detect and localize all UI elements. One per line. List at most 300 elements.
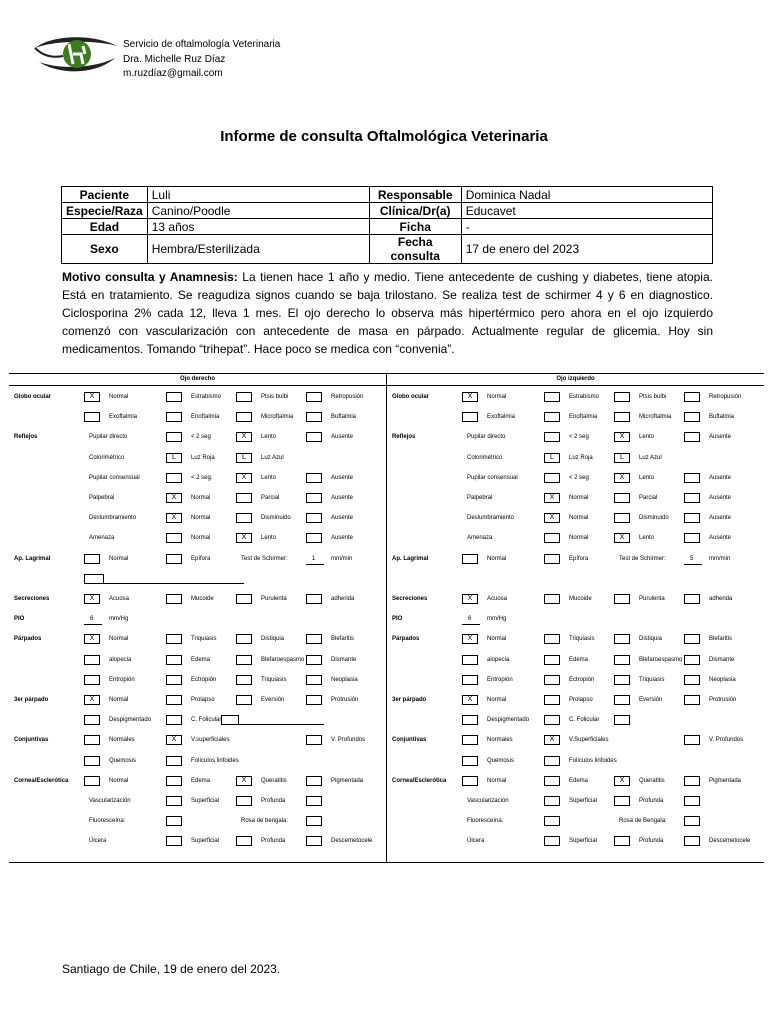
option-label: adherida [709,596,733,602]
checkbox[interactable] [544,675,560,685]
item-label: Rosa de Bengala: [619,818,667,825]
checkbox[interactable]: X [236,432,252,442]
option-label: Ausente [331,495,354,501]
checkbox[interactable] [236,675,252,685]
checkbox[interactable] [684,655,700,665]
row-label: Conjuntivas [14,737,49,744]
option-label: Normal [487,636,507,643]
checkbox[interactable] [236,594,252,604]
checkbox[interactable]: L [544,453,560,463]
signature-date: Santiago de Chile, 19 de enero del 2023. [62,962,281,976]
info-value: Dominica Nadal [461,187,712,203]
checkbox[interactable]: L [166,453,182,463]
checkbox[interactable] [306,796,322,806]
service-name: Servicio de oftalmología Veterinaria [123,39,281,50]
checkbox[interactable] [84,554,100,564]
row-label: Globo ocular [392,394,430,400]
page-title: Informe de consulta Oftalmológica Veterinaria [220,128,548,145]
option-label: Normal [487,697,507,703]
info-label: Paciente [62,187,148,203]
item-label: Pupilar consensual [89,474,140,481]
checkbox[interactable]: X [462,634,478,644]
option-label: Despigmentado [487,717,530,724]
measurement-unit: mm/min [709,555,731,562]
row-label: PIO [392,616,403,623]
anamnesis-text: La tienen hace 1 año y medio. Tiene antecedente de cushing y diabetes, tiene atopia. Está en tratamiento. Se reagudiza signos cuando se baja trilostano. Se realiza test de schirmer 4 y 6 en diagnostico. Ciclosporina 2% cada 12, lleva 1 mes. El ojo derecho lo observa más hipertérmico pero ahora en el ojo izquierdo comenzó con vascularización con antecedente de masa en párpado. Actualmente regular de glicemia. Hoy sin medicamentos. Tomando “trihepat”. Hace poco se medica con “convenia”. [62,270,713,356]
checkbox[interactable] [614,412,630,422]
measurement-value: 5 [690,555,694,562]
clinic-logo [33,32,119,78]
row-label: Reflejos [14,434,38,441]
checkbox[interactable] [684,796,700,806]
option-label: Despigmentado [109,717,152,724]
checkbox[interactable]: X [614,432,630,442]
checkbox[interactable]: X [462,594,478,604]
option-label: Purulenta [261,596,287,602]
option-label: Luz Roja [191,454,215,461]
checkbox[interactable] [306,594,322,604]
right-eye-header: Ojo derecho [179,376,215,382]
row-label: 3er párpado [392,697,427,703]
checkbox[interactable] [544,816,560,826]
checkbox[interactable] [544,392,560,402]
option-label: Prolapso [569,697,593,703]
option-label: Buftalmia [709,414,735,421]
item-label: Test de Schirmer: [241,555,288,562]
checkbox[interactable] [166,655,182,665]
option-label: < 2 seg [569,434,589,441]
row-label: Secreciones [14,596,50,602]
measurement-value: 6 [468,616,472,623]
checkbox[interactable] [684,392,700,402]
checkbox[interactable] [166,756,182,766]
item-label: Pupilar consensual [467,474,518,481]
option-label: Ausente [709,535,732,542]
value-underline [684,564,702,565]
item-label: Pupilar directo [467,434,506,441]
option-label: Ausente [709,434,732,441]
checkbox[interactable] [236,655,252,665]
checkbox[interactable]: X [84,594,100,604]
checkbox[interactable]: X [544,735,560,745]
option-label: Edema [191,777,211,784]
checkbox[interactable]: X [544,493,560,503]
info-value: Educavet [461,203,712,219]
option-label: Buftalmia [331,414,357,421]
option-label: Estrabismo [569,394,600,400]
option-label: Normales [109,737,135,744]
option-label: V. Profundos [331,737,366,744]
option-label: V.superficiales [191,737,230,744]
option-label: Protrusión [331,697,359,703]
option-label: Ausente [331,515,354,522]
checkbox[interactable] [462,756,478,766]
option-label: Superficial [569,838,598,845]
option-label: Dismante [331,656,357,663]
checkbox[interactable] [614,392,630,402]
checkbox[interactable] [306,392,322,402]
info-row [62,203,713,219]
option-label: Lento [261,474,277,481]
checkbox[interactable] [84,412,100,422]
checkbox[interactable] [684,816,700,826]
checkbox[interactable] [684,695,700,705]
option-label: Ptsis bulbi [261,394,289,400]
checkbox[interactable] [84,756,100,766]
checkbox[interactable]: X [462,392,478,402]
option-label: Exoftalmia [487,414,516,421]
checkbox[interactable]: X [462,695,478,705]
checkbox[interactable] [614,836,630,846]
option-label: Normal [109,394,129,400]
option-label: Normal [487,555,507,562]
option-label: Mucoide [191,596,214,602]
checkbox[interactable] [684,493,700,503]
checkbox[interactable] [614,695,630,705]
clinic-header [123,38,280,82]
checkbox[interactable] [236,634,252,644]
checkbox[interactable] [684,513,700,523]
checkbox[interactable] [614,715,630,725]
value-underline [462,624,480,625]
checkbox[interactable] [684,432,700,442]
option-label: Profunda [639,838,664,845]
checkbox[interactable] [306,493,322,503]
checkbox[interactable] [684,735,700,745]
checkbox[interactable] [462,675,478,685]
checkbox[interactable] [236,493,252,503]
info-label: Responsable [369,187,461,203]
option-label: Parcial [639,495,658,501]
checkbox[interactable] [236,412,252,422]
option-label: Enoftalmia [569,414,598,421]
option-label: Normal [487,394,507,400]
option-label: Normal [109,636,129,643]
option-label: Neoplasia [331,676,358,683]
option-label: Neoplasia [709,676,736,683]
option-label: Triquiasis [569,636,595,643]
option-label: Quemosis [487,757,515,764]
row-label: Conjuntivas [392,737,427,744]
checkbox[interactable] [544,715,560,725]
option-label: Epífora [569,555,589,562]
item-label: Colorimétrico [89,454,125,461]
item-label: Deslumbramiento [467,515,515,522]
checkbox[interactable] [462,412,478,422]
checkbox[interactable] [236,836,252,846]
info-row [62,235,713,264]
checkbox[interactable] [84,675,100,685]
checkbox[interactable] [614,594,630,604]
checkbox[interactable] [684,594,700,604]
checkbox[interactable] [614,655,630,665]
checkbox[interactable] [544,776,560,786]
checkbox[interactable] [462,715,478,725]
checkbox[interactable] [544,695,560,705]
measurement-unit: mm/Hg [487,616,507,623]
info-label: Fecha consulta [369,235,461,264]
option-label: Lento [261,535,277,542]
option-label: Luz Roja [569,454,593,461]
checkbox[interactable] [166,796,182,806]
option-label: Lento [639,474,655,481]
checkbox[interactable] [544,554,560,564]
option-label: Eversión [639,697,663,703]
measurement-value: 1 [312,555,316,562]
checkbox[interactable] [84,776,100,786]
checkbox[interactable] [306,473,322,483]
option-label: adherida [331,596,355,602]
row-label: Cornea/Esclerótica [14,777,69,784]
option-label: < 2 seg [191,434,211,441]
checkbox[interactable] [166,715,182,725]
doctor-name: Dra. Michelle Ruz Díaz [123,53,226,65]
info-value: Canino/Poodle [147,203,369,219]
checkbox[interactable]: X [236,776,252,786]
option-label: Distiquia [639,636,663,643]
item-label: Vascularización [89,798,131,804]
measurement-unit: mm/Hg [109,616,129,623]
checkbox[interactable] [236,796,252,806]
checkbox[interactable]: X [166,493,182,503]
checkbox[interactable]: X [614,776,630,786]
option-label: Luz Azul [639,454,662,461]
checkbox[interactable] [166,675,182,685]
checkbox[interactable] [462,735,478,745]
option-label: Epífora [191,555,211,562]
option-label: V.Superficiales [569,737,609,744]
option-label: Ectropión [191,676,217,683]
option-label: Retropusión [331,394,364,400]
option-label: Superficial [191,838,220,845]
patient-info-table [61,186,713,264]
checkbox[interactable] [462,776,478,786]
checkbox[interactable] [166,695,182,705]
row-label: Párpados [14,636,42,643]
option-label: Eversión [261,697,285,703]
checkbox[interactable] [306,432,322,442]
checkbox[interactable] [614,675,630,685]
checkbox[interactable] [306,655,322,665]
checkbox[interactable]: X [614,533,630,543]
option-label: alopecia [109,656,132,663]
checkbox[interactable] [544,432,560,442]
checkbox[interactable] [306,816,322,826]
value-underline [306,564,324,565]
checkbox[interactable] [166,412,182,422]
option-label: Ectropión [569,676,595,683]
option-label: Blefaritis [331,636,355,643]
checkbox[interactable] [166,533,182,543]
anamnesis [62,268,713,358]
option-label: Lento [261,434,277,441]
checkbox[interactable] [614,513,630,523]
option-label: Dismante [709,656,735,663]
item-label: Úlcera [467,838,485,845]
item-label: Palpebral [89,495,115,501]
option-label: Estrabismo [191,394,222,400]
info-label: Especie/Raza [62,203,148,219]
option-label: Exoftalmia [109,414,138,421]
checkbox[interactable] [306,695,322,705]
checkbox[interactable]: L [614,453,630,463]
value-underline [84,624,102,625]
checkbox[interactable] [684,412,700,422]
checkbox[interactable]: L [236,453,252,463]
option-label: Folículos linfoides [569,757,617,764]
option-label: Disminuido [261,515,291,522]
option-label: Lento [639,434,655,441]
checkbox[interactable] [166,392,182,402]
info-label: Ficha [369,219,461,235]
checkbox[interactable] [544,756,560,766]
checkbox[interactable]: X [236,473,252,483]
checkbox[interactable] [306,533,322,543]
checkbox[interactable] [306,836,322,846]
option-label: Ausente [331,535,354,542]
checkbox[interactable] [306,776,322,786]
checkbox[interactable]: X [84,634,100,644]
item-label: Fluoresceína: [89,818,126,825]
row-label: 3er párpado [14,697,49,703]
row-label: Ap. Lagrimal [392,555,429,562]
checkbox[interactable] [544,796,560,806]
checkbox[interactable] [544,655,560,665]
option-label: Ausente [709,474,732,481]
option-label: Blefaroespasmo [639,656,683,663]
checkbox[interactable]: X [84,695,100,705]
info-label: Clínica/Dr(a) [369,203,461,219]
checkbox[interactable] [166,634,182,644]
option-label: alopecia [487,656,510,663]
checkbox[interactable] [684,836,700,846]
row-label: Reflejos [392,434,416,441]
checkbox[interactable] [462,554,478,564]
checkbox[interactable]: X [544,513,560,523]
item-label: Fluoresceína: [467,818,504,825]
doctor-email: m.ruzdíaz@gmail.com [123,68,223,79]
option-label: Normal [109,777,129,784]
checkbox[interactable] [306,513,322,523]
option-label: Prolapso [191,697,215,703]
free-text-box [84,574,104,584]
option-label: Superficial [191,798,220,804]
checkbox[interactable] [614,493,630,503]
info-value: Luli [147,187,369,203]
item-label: Amenaza [89,535,115,542]
option-label: Normal [191,535,211,542]
info-value: - [461,219,712,235]
checkbox[interactable]: X [166,735,182,745]
option-label: Profunda [261,838,286,845]
option-label: Normal [109,697,129,703]
option-label: Queratitis [639,777,665,784]
checkbox[interactable] [614,634,630,644]
checkbox[interactable] [684,634,700,644]
checkbox[interactable] [462,655,478,665]
checkbox[interactable] [306,634,322,644]
checkbox[interactable]: X [614,473,630,483]
info-value: 13 años [147,219,369,235]
checkbox[interactable]: X [166,513,182,523]
checkbox[interactable]: X [236,533,252,543]
checkbox[interactable] [306,735,322,745]
checkbox[interactable] [684,473,700,483]
option-label: Microftalmia [639,414,672,421]
option-label: Microftalmia [261,414,294,421]
option-label: Normal [191,515,211,522]
info-value: Hembra/Esterilizada [147,235,369,264]
checkbox[interactable] [166,432,182,442]
info-value: 17 de enero del 2023 [461,235,712,264]
option-label: Acuosa [487,596,508,602]
info-row [62,187,713,203]
item-label: Pupilar directo [89,434,128,441]
info-label: Sexo [62,235,148,264]
checkbox[interactable] [166,816,182,826]
checkbox[interactable] [684,776,700,786]
info-label: Edad [62,219,148,235]
item-label: Test de Schirmer: [619,555,666,562]
option-label: Profunda [639,798,664,804]
item-label: Úlcera [89,838,107,845]
option-label: Retropusión [709,394,742,400]
info-row [62,219,713,235]
checkbox[interactable] [166,776,182,786]
checkbox[interactable] [166,594,182,604]
checkbox[interactable] [236,695,252,705]
option-label: Ausente [709,495,732,501]
checkbox[interactable] [166,473,182,483]
checkbox[interactable] [544,594,560,604]
checkbox[interactable] [306,412,322,422]
option-label: Mucoide [569,596,592,602]
option-label: Normal [569,535,589,542]
checkbox[interactable] [166,554,182,564]
checkbox[interactable] [84,715,100,725]
option-label: C. Folicular [191,717,222,724]
checkbox[interactable] [544,412,560,422]
option-label: Acuosa [109,596,130,602]
option-label: Luz Azul [261,454,284,461]
checkbox[interactable] [544,533,560,543]
anamnesis-label: Motivo consulta y Anamnesis: [62,270,238,284]
checkbox[interactable] [684,675,700,685]
checkbox[interactable] [84,655,100,665]
row-label: PIO [14,616,25,623]
measurement-value: 6 [90,616,94,623]
option-label: Lento [639,535,655,542]
checkbox[interactable] [684,533,700,543]
checkbox[interactable] [84,735,100,745]
checkbox[interactable] [236,392,252,402]
checkbox[interactable] [544,473,560,483]
checkbox[interactable] [166,836,182,846]
checkbox[interactable] [306,675,322,685]
item-label: Amenaza [467,535,493,542]
option-label: Pigmentada [331,777,364,784]
option-label: Folículos linfoides [191,757,239,764]
checkbox[interactable]: X [84,392,100,402]
checkbox[interactable] [544,836,560,846]
item-label: Colorimétrico [467,454,503,461]
measurement-unit: mm/min [331,555,353,562]
option-label: Entropión [487,676,513,683]
checkbox[interactable] [544,634,560,644]
checkbox[interactable] [614,796,630,806]
checkbox[interactable] [236,513,252,523]
exam-sheet [9,373,764,863]
